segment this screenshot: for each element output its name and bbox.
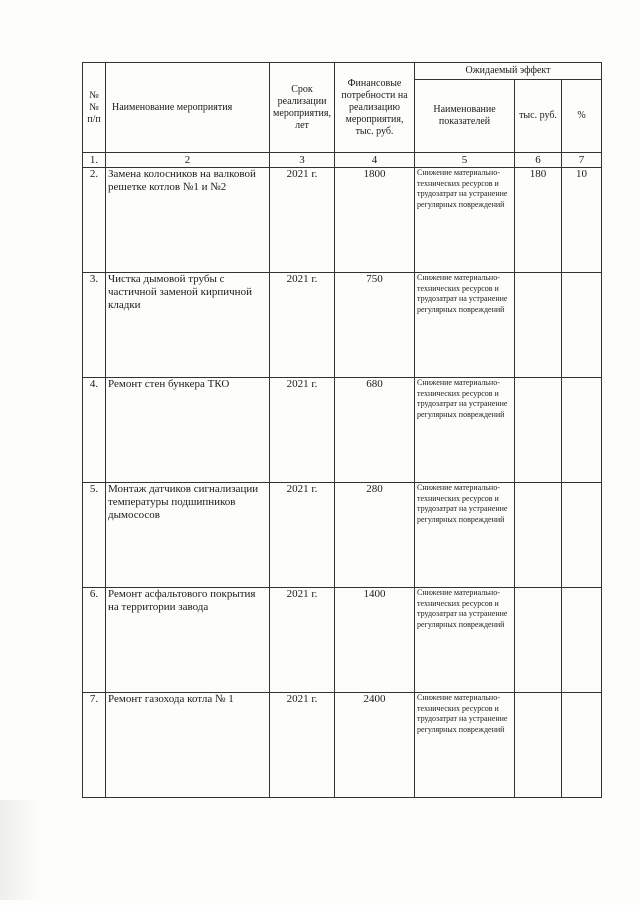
column-number: 3	[270, 153, 335, 168]
effect-percent	[562, 378, 602, 483]
measure-name: Монтаж датчиков сигнализации температуры подшипников дымососов	[106, 483, 270, 588]
effect-percent	[562, 483, 602, 588]
effect-percent: 10	[562, 168, 602, 273]
financial-need: 1800	[335, 168, 415, 273]
header-effect: Ожидаемый эффект	[415, 63, 602, 80]
effect-thousand	[515, 273, 562, 378]
measure-name: Ремонт асфальтового покрытия на территории завода	[106, 588, 270, 693]
scan-artifact	[0, 800, 40, 900]
indicator-name: Снижение материально-технических ресурсов и трудозатрат на устранение регулярных повреждений	[415, 273, 515, 378]
measure-name: Чистка дымовой трубы с частичной заменой кирпичной кладки	[106, 273, 270, 378]
implementation-year: 2021 г.	[270, 483, 335, 588]
effect-thousand	[515, 588, 562, 693]
measures-table	[82, 62, 602, 798]
effect-percent	[562, 273, 602, 378]
header-indicator: Наименование показателей	[415, 80, 515, 153]
header-percent: %	[562, 80, 602, 153]
header-name: Наименование мероприятия	[106, 63, 270, 153]
indicator-name: Снижение материально-технических ресурсов и трудозатрат на устранение регулярных повреждений	[415, 588, 515, 693]
measure-name: Замена колосников на валковой решетке котлов №1 и №2	[106, 168, 270, 273]
implementation-year: 2021 г.	[270, 168, 335, 273]
measure-name: Ремонт стен бункера ТКО	[106, 378, 270, 483]
row-number: 3.	[83, 273, 106, 378]
effect-thousand	[515, 483, 562, 588]
financial-need: 280	[335, 483, 415, 588]
column-number: 2	[106, 153, 270, 168]
table-row	[83, 483, 602, 588]
column-number: 7	[562, 153, 602, 168]
table-row	[83, 273, 602, 378]
indicator-name: Снижение материально-технических ресурсов и трудозатрат на устранение регулярных повреждений	[415, 483, 515, 588]
financial-need: 2400	[335, 693, 415, 798]
indicator-name: Снижение материально-технических ресурсов и трудозатрат на устранение регулярных повреждений	[415, 168, 515, 273]
table-row	[83, 378, 602, 483]
row-number: 7.	[83, 693, 106, 798]
financial-need: 1400	[335, 588, 415, 693]
implementation-year: 2021 г.	[270, 588, 335, 693]
row-number: 4.	[83, 378, 106, 483]
column-number: 4	[335, 153, 415, 168]
header-period: Срок реализации мероприятия, лет	[270, 63, 335, 153]
column-numbers-row	[83, 153, 602, 168]
column-number: 5	[415, 153, 515, 168]
effect-thousand	[515, 378, 562, 483]
column-number: 6	[515, 153, 562, 168]
effect-percent	[562, 588, 602, 693]
table-row	[83, 693, 602, 798]
header-no: №№ п/п	[83, 63, 106, 153]
measure-name: Ремонт газохода котла № 1	[106, 693, 270, 798]
effect-thousand	[515, 693, 562, 798]
indicator-name: Снижение материально-технических ресурсов и трудозатрат на устранение регулярных повреждений	[415, 693, 515, 798]
row-number: 5.	[83, 483, 106, 588]
implementation-year: 2021 г.	[270, 378, 335, 483]
implementation-year: 2021 г.	[270, 693, 335, 798]
header-finance: Финансовые потребности на реализацию мероприятия, тыс. руб.	[335, 63, 415, 153]
financial-need: 680	[335, 378, 415, 483]
table-row	[83, 588, 602, 693]
header-thousand: тыс. руб.	[515, 80, 562, 153]
indicator-name: Снижение материально-технических ресурсов и трудозатрат на устранение регулярных повреждений	[415, 378, 515, 483]
column-number: 1.	[83, 153, 106, 168]
row-number: 2.	[83, 168, 106, 273]
implementation-year: 2021 г.	[270, 273, 335, 378]
effect-thousand: 180	[515, 168, 562, 273]
effect-percent	[562, 693, 602, 798]
table-row	[83, 168, 602, 273]
financial-need: 750	[335, 273, 415, 378]
row-number: 6.	[83, 588, 106, 693]
